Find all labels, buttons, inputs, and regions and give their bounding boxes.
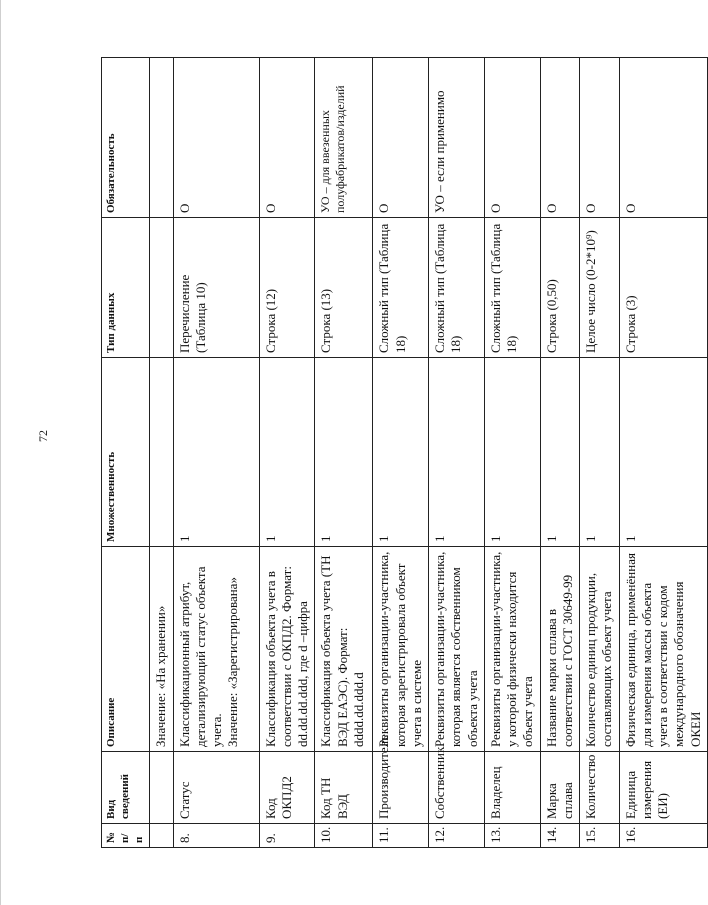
- cell-type: Код ОКПД2: [259, 752, 315, 824]
- page-number: 72: [36, 430, 50, 442]
- cell-description: Название марки сплава в соответствии с ГОСТ 30649-99: [540, 547, 580, 752]
- table-header-row: [102, 58, 150, 848]
- cell-description: Реквизиты организации-участника, которая является собственником объекта учета: [429, 547, 485, 752]
- cell-data-type: Сложный тип (Таблица 18): [429, 218, 485, 358]
- cell-multiplicity: 1: [580, 358, 620, 547]
- cell-num: 15.: [580, 824, 620, 848]
- header-data-type: Тип данных: [102, 218, 150, 358]
- cell-num: 11.: [373, 824, 429, 848]
- cell-multiplicity: 1: [619, 358, 707, 547]
- cell-type: Производитель: [373, 752, 429, 824]
- cell-num: 8.: [173, 824, 259, 848]
- cell-num: 12.: [429, 824, 485, 848]
- cell-num: 10.: [315, 824, 373, 848]
- scan-edge: [0, 0, 1, 905]
- table-row: [580, 58, 620, 848]
- cell-required: УО – если применимо: [429, 58, 485, 218]
- cell-type: Единица измерения (ЕИ): [619, 752, 707, 824]
- rotated-table-sheet: [101, 58, 703, 848]
- cell-data-type: Строка (3): [619, 218, 707, 358]
- cell-multiplicity: 1: [173, 358, 259, 547]
- cell-type: Код ТН ВЭД: [315, 752, 373, 824]
- cell-required: О: [580, 58, 620, 218]
- table-row: [429, 58, 485, 848]
- cell-required: О: [619, 58, 707, 218]
- cell-type: Владелец: [484, 752, 540, 824]
- cell-data-type: Сложный тип (Таблица 18): [484, 218, 540, 358]
- description-extra: Значение: «Зарегистрирована»: [225, 577, 241, 747]
- cell-data-type: Строка (0,50): [540, 218, 580, 358]
- table-row: [373, 58, 429, 848]
- cell-data-type: Перечисление (Таблица 10): [173, 218, 259, 358]
- cell-data-type: Целое число (0-2*10⁹): [580, 218, 620, 358]
- cell-multiplicity: 1: [315, 358, 373, 547]
- cell-description: Физическая единица, применённая для измерения массы объекта учета в соответствии с кодом международного обозначения ОКЕИ: [619, 547, 707, 752]
- cell-multiplicity: 1: [373, 358, 429, 547]
- cell-description: Классификация объекта учета (ТН ВЭД ЕАЭС). Формат: dddd.dd.ddd.d: [315, 547, 373, 752]
- cell-data-type: Строка (13): [315, 218, 373, 358]
- cell-num: 14.: [540, 824, 580, 848]
- cell-description: [173, 547, 259, 752]
- cell-required: О: [259, 58, 315, 218]
- header-type: Вид сведений: [102, 752, 150, 824]
- cell-num: 9.: [259, 824, 315, 848]
- cell-data-type: Строка (12): [259, 218, 315, 358]
- table-row: [619, 58, 707, 848]
- header-description: Описание: [102, 547, 150, 752]
- cell-multiplicity: 1: [429, 358, 485, 547]
- cell-required: О: [373, 58, 429, 218]
- cell-type: Статус: [173, 752, 259, 824]
- description-text: Классификационный атрибут, детализирующий статус объекта учета.: [176, 566, 224, 747]
- cell-type: Марка сплава: [540, 752, 580, 824]
- cell-required: О: [484, 58, 540, 218]
- cell-multiplicity: 1: [540, 358, 580, 547]
- header-multiplicity: Множественность: [102, 358, 150, 547]
- table-row: [540, 58, 580, 848]
- header-num: № п/п: [102, 824, 150, 848]
- table-row-continuation: [150, 58, 173, 848]
- cell-type: Количество: [580, 752, 620, 824]
- cell-description: Значение: «На хранении»: [150, 547, 173, 752]
- cell-required: О: [540, 58, 580, 218]
- cell-required: УО – для ввезенных полуфабрикатов/изделий: [315, 58, 373, 218]
- table-row: [259, 58, 315, 848]
- header-required: Обязательность: [102, 58, 150, 218]
- cell-multiplicity: 1: [484, 358, 540, 547]
- cell-multiplicity: 1: [259, 358, 315, 547]
- table-row: [315, 58, 373, 848]
- cell-required: О: [173, 58, 259, 218]
- cell-description: Классификация объекта учета в соответствии с ОКПД2. Формат: dd.dd.dd.ddd, где d –цифра: [259, 547, 315, 752]
- cell-description: Реквизиты организации-участника, которая зарегистрировала объект учета в системе: [373, 547, 429, 752]
- attributes-table: [101, 57, 708, 848]
- table-row: [173, 58, 259, 848]
- cell-description: Реквизиты организации-участника, у которой физически находится объект учета: [484, 547, 540, 752]
- cell-data-type: Сложный тип (Таблица 18): [373, 218, 429, 358]
- cell-num: 13.: [484, 824, 540, 848]
- cell-num: 16.: [619, 824, 707, 848]
- cell-type: Собственник: [429, 752, 485, 824]
- cell-description: Количество единиц продукции, составляющих объект учета: [580, 547, 620, 752]
- table-row: [484, 58, 540, 848]
